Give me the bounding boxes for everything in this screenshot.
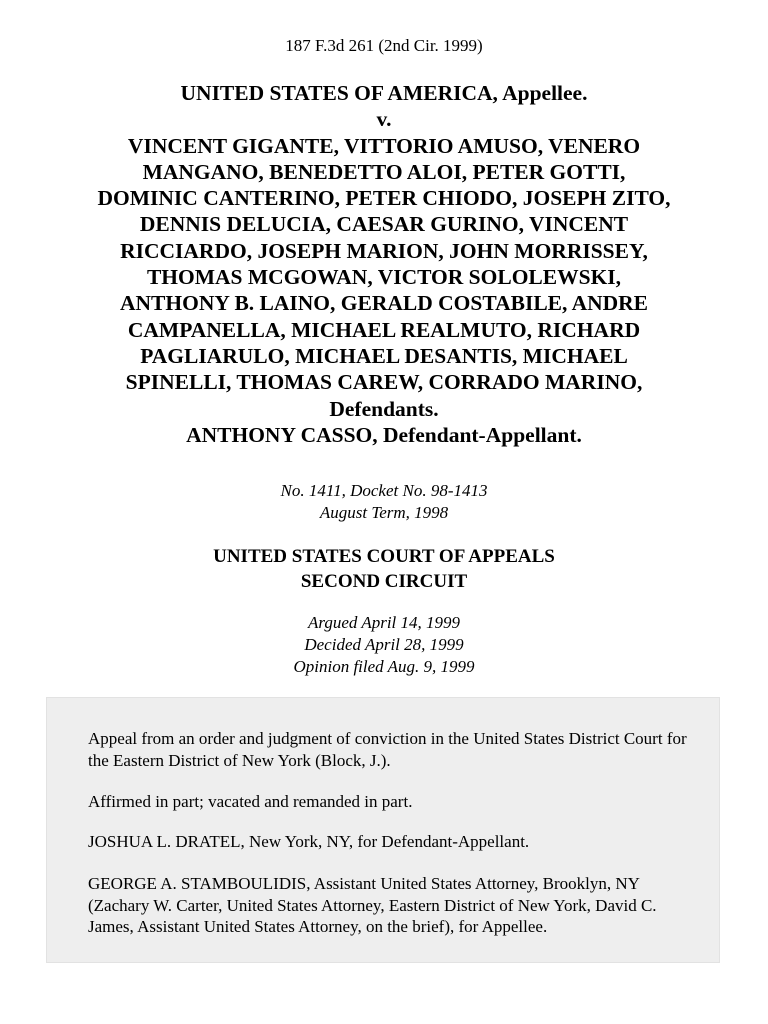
disposition: Affirmed in part; vacated and remanded in part.	[88, 792, 413, 811]
docket-term: August Term, 1998	[319, 503, 449, 522]
appeal-description: Appeal from an order and judgment of conviction in the United States District Court for the Eastern District of New York (Block, J.).	[88, 729, 687, 770]
appellee-counsel: GEORGE A. STAMBOULIDIS, Assistant United States Attorney, Brooklyn, NY (Zachary W. Carter, United States Attorney, Eastern District of New York, David C. James, Assistant United States Attorney, on the brief), for Appellee.	[88, 874, 657, 936]
party-line: UNITED STATES OF AMERICA, Appellee.	[180, 81, 588, 105]
court-circuit-line: SECOND CIRCUIT	[300, 571, 468, 592]
court-name-line: UNITED STATES COURT OF APPEALS	[213, 546, 555, 567]
case-citation: 187 F.3d 261 (2nd Cir. 1999)	[285, 36, 483, 55]
party-line: CAMPANELLA, MICHAEL REALMUTO, RICHARD	[127, 317, 641, 342]
case-dates	[0, 612, 768, 678]
party-line: v.	[376, 107, 392, 132]
appellant-counsel: JOSHUA L. DRATEL, New York, NY, for Defendant-Appellant.	[88, 832, 530, 851]
party-line: PAGLIARULO, MICHAEL DESANTIS, MICHAEL	[140, 343, 628, 368]
party-line: ANTHONY B. LAINO, GERALD COSTABILE, ANDRE	[119, 291, 649, 316]
docket-number: No. 1411, Docket No. 98-1413	[280, 481, 488, 500]
party-line: ANTHONY CASSO, Defendant-Appellant.	[186, 422, 582, 447]
party-line: VINCENT GIGANTE, VITTORIO AMUSO, VENERO	[127, 133, 641, 158]
party-line: THOMAS MCGOWAN, VICTOR SOLOLEWSKI,	[146, 265, 622, 290]
party-line: RICCIARDO, JOSEPH MARION, JOHN MORRISSEY,	[120, 238, 648, 263]
docket-info	[0, 480, 768, 524]
filed-date: Opinion filed Aug. 9, 1999	[293, 657, 475, 676]
party-line: SPINELLI, THOMAS CAREW, CORRADO MARINO,	[125, 370, 643, 395]
argued-date: Argued April 14, 1999	[307, 613, 461, 632]
case-summary-box	[46, 697, 720, 963]
party-line: DOMINIC CANTERINO, PETER CHIODO, JOSEPH ZITO,	[97, 186, 671, 211]
party-line: Defendants.	[329, 396, 439, 421]
party-line: DENNIS DELUCIA, CAESAR GURINO, VINCENT	[139, 212, 629, 237]
party-line: MANGANO, BENEDETTO ALOI, PETER GOTTI,	[142, 159, 626, 184]
decided-date: Decided April 28, 1999	[304, 635, 464, 654]
court-name	[0, 544, 768, 594]
case-caption	[40, 80, 728, 448]
